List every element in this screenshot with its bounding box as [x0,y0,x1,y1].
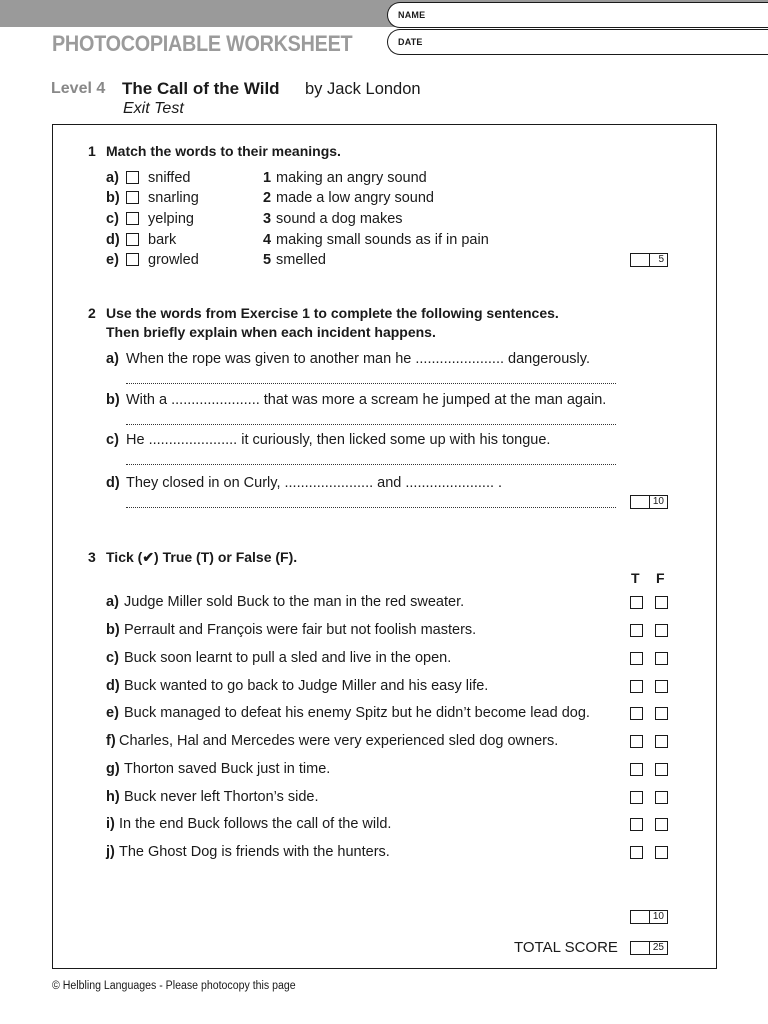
q3-statement: Judge Miller sold Buck to the man in the red sweater. [124,594,465,610]
q3-score-max: 10 [652,911,664,922]
name-label: NAME [398,10,426,20]
q3-item-label: b) [106,622,120,638]
name-field[interactable] [387,2,768,28]
q2-sentence: They closed in on Curly, ...................... and ...................... . [126,475,503,491]
q3-true-checkbox[interactable] [630,707,643,720]
q1-word: snarling [148,190,199,206]
q1-meaning-number: 5 [263,252,272,268]
q1-word-label: b) [106,190,120,206]
q3-false-checkbox[interactable] [655,818,668,831]
q3-false-checkbox[interactable] [655,624,668,637]
q3-statement: Perrault and François were fair but not foolish masters. [124,622,477,638]
q3-number: 3 [88,549,96,565]
q3-true-checkbox[interactable] [630,652,643,665]
book-title: The Call of the Wild [122,79,280,98]
q2-number: 2 [88,305,96,321]
q1-number: 1 [88,143,96,159]
q1-answer-checkbox[interactable] [126,253,139,266]
q3-false-checkbox[interactable] [655,735,668,748]
q3-statement: Thorton saved Buck just in time. [124,761,331,777]
q1-meaning-text: making small sounds as if in pain [276,232,489,248]
q3-statement: The Ghost Dog is friends with the hunters. [119,844,390,860]
q3-instruction: Tick (✔) True (T) or False (F). [106,549,298,565]
q3-item-label: e) [106,705,119,721]
q3-item-label: d) [106,678,120,694]
q3-false-checkbox[interactable] [655,846,668,859]
q2-instruction-line1: Use the words from Exercise 1 to complete the following sentences. [106,305,559,321]
level-label: Level 4 [51,80,106,97]
test-frame [52,124,717,969]
q2-answer-line[interactable] [126,464,616,465]
q3-col-false: F [656,570,665,586]
q2-sentence: When the rope was given to another man he ...................... dangerously. [126,351,590,367]
q1-meaning-text: made a low angry sound [276,190,434,206]
q3-true-checkbox[interactable] [630,846,643,859]
q1-meaning-text: making an angry sound [276,170,427,186]
q3-false-checkbox[interactable] [655,652,668,665]
q3-true-checkbox[interactable] [630,735,643,748]
q1-instruction: Match the words to their meanings. [106,143,341,159]
q1-word: yelping [148,211,194,227]
q1-score-box[interactable] [630,253,668,267]
q1-meaning-text: smelled [276,252,326,268]
q3-true-checkbox[interactable] [630,624,643,637]
q2-score-blank[interactable] [631,496,650,508]
q1-word-label: e) [106,252,119,268]
test-subtitle: Exit Test [123,100,184,117]
q3-item-label: i) [106,816,115,832]
q3-item-label: g) [106,761,120,777]
total-score-blank[interactable] [631,942,650,954]
q3-score-blank[interactable] [631,911,650,923]
copyright-footer: © Helbling Languages - Please photocopy this page [52,980,296,992]
q3-statement: Charles, Hal and Mercedes were very experienced sled dog owners. [119,733,559,749]
total-score-label: TOTAL SCORE [514,939,618,956]
q1-answer-checkbox[interactable] [126,171,139,184]
q2-answer-line[interactable] [126,424,616,425]
q3-false-checkbox[interactable] [655,707,668,720]
total-score-max: 25 [652,942,664,953]
q3-item-label: j) [106,844,115,860]
q2-score-max: 10 [652,496,664,507]
q3-false-checkbox[interactable] [655,680,668,693]
q1-word: bark [148,232,177,248]
book-author: by Jack London [305,80,421,98]
q3-col-true: T [631,570,640,586]
q3-item-label: f) [106,733,116,749]
q3-false-checkbox[interactable] [655,763,668,776]
q1-word-label: d) [106,232,120,248]
q2-score-box[interactable] [630,495,668,509]
q1-meaning-number: 2 [263,190,272,206]
q3-item-label: h) [106,789,120,805]
q2-item-label: c) [106,432,119,448]
total-score-box[interactable] [630,941,668,955]
q3-false-checkbox[interactable] [655,596,668,609]
q3-statement: In the end Buck follows the call of the wild. [119,816,392,832]
q1-meaning-text: sound a dog makes [276,211,403,227]
q3-item-label: c) [106,650,119,666]
q2-item-label: d) [106,475,120,491]
q1-word: growled [148,252,199,268]
q3-statement: Buck soon learnt to pull a sled and live in the open. [124,650,452,666]
q2-item-label: a) [106,351,119,367]
q2-answer-line[interactable] [126,507,616,508]
q1-score-blank[interactable] [631,254,650,266]
q3-true-checkbox[interactable] [630,596,643,609]
q1-meaning-number: 1 [263,170,272,186]
q2-sentence: He ...................... it curiously, then licked some up with his tongue. [126,432,551,448]
q1-meaning-number: 3 [263,211,272,227]
q2-item-label: b) [106,392,120,408]
q3-statement: Buck never left Thorton’s side. [124,789,319,805]
date-field[interactable] [387,29,768,55]
q1-word-label: c) [106,211,119,227]
q1-word: sniffed [148,170,191,186]
q1-answer-checkbox[interactable] [126,191,139,204]
worksheet-title: PHOTOCOPIABLE WORKSHEET [52,31,353,56]
q3-true-checkbox[interactable] [630,763,643,776]
q1-meaning-number: 4 [263,232,272,248]
q1-score-max: 5 [658,254,664,265]
q3-false-checkbox[interactable] [655,791,668,804]
q1-answer-checkbox[interactable] [126,212,139,225]
q3-item-label: a) [106,594,119,610]
q2-sentence: With a ...................... that was more a scream he jumped at the man again. [126,392,607,408]
q2-answer-line[interactable] [126,383,616,384]
q3-true-checkbox[interactable] [630,791,643,804]
q2-instruction-line2: Then briefly explain when each incident happens. [106,324,436,340]
q3-true-checkbox[interactable] [630,818,643,831]
q3-statement: Buck managed to defeat his enemy Spitz but he didn’t become lead dog. [124,705,590,721]
q1-word-label: a) [106,170,119,186]
q1-answer-checkbox[interactable] [126,233,139,246]
q3-statement: Buck wanted to go back to Judge Miller and his easy life. [124,678,489,694]
date-label: DATE [398,37,423,47]
q3-score-box[interactable] [630,910,668,924]
q3-true-checkbox[interactable] [630,680,643,693]
